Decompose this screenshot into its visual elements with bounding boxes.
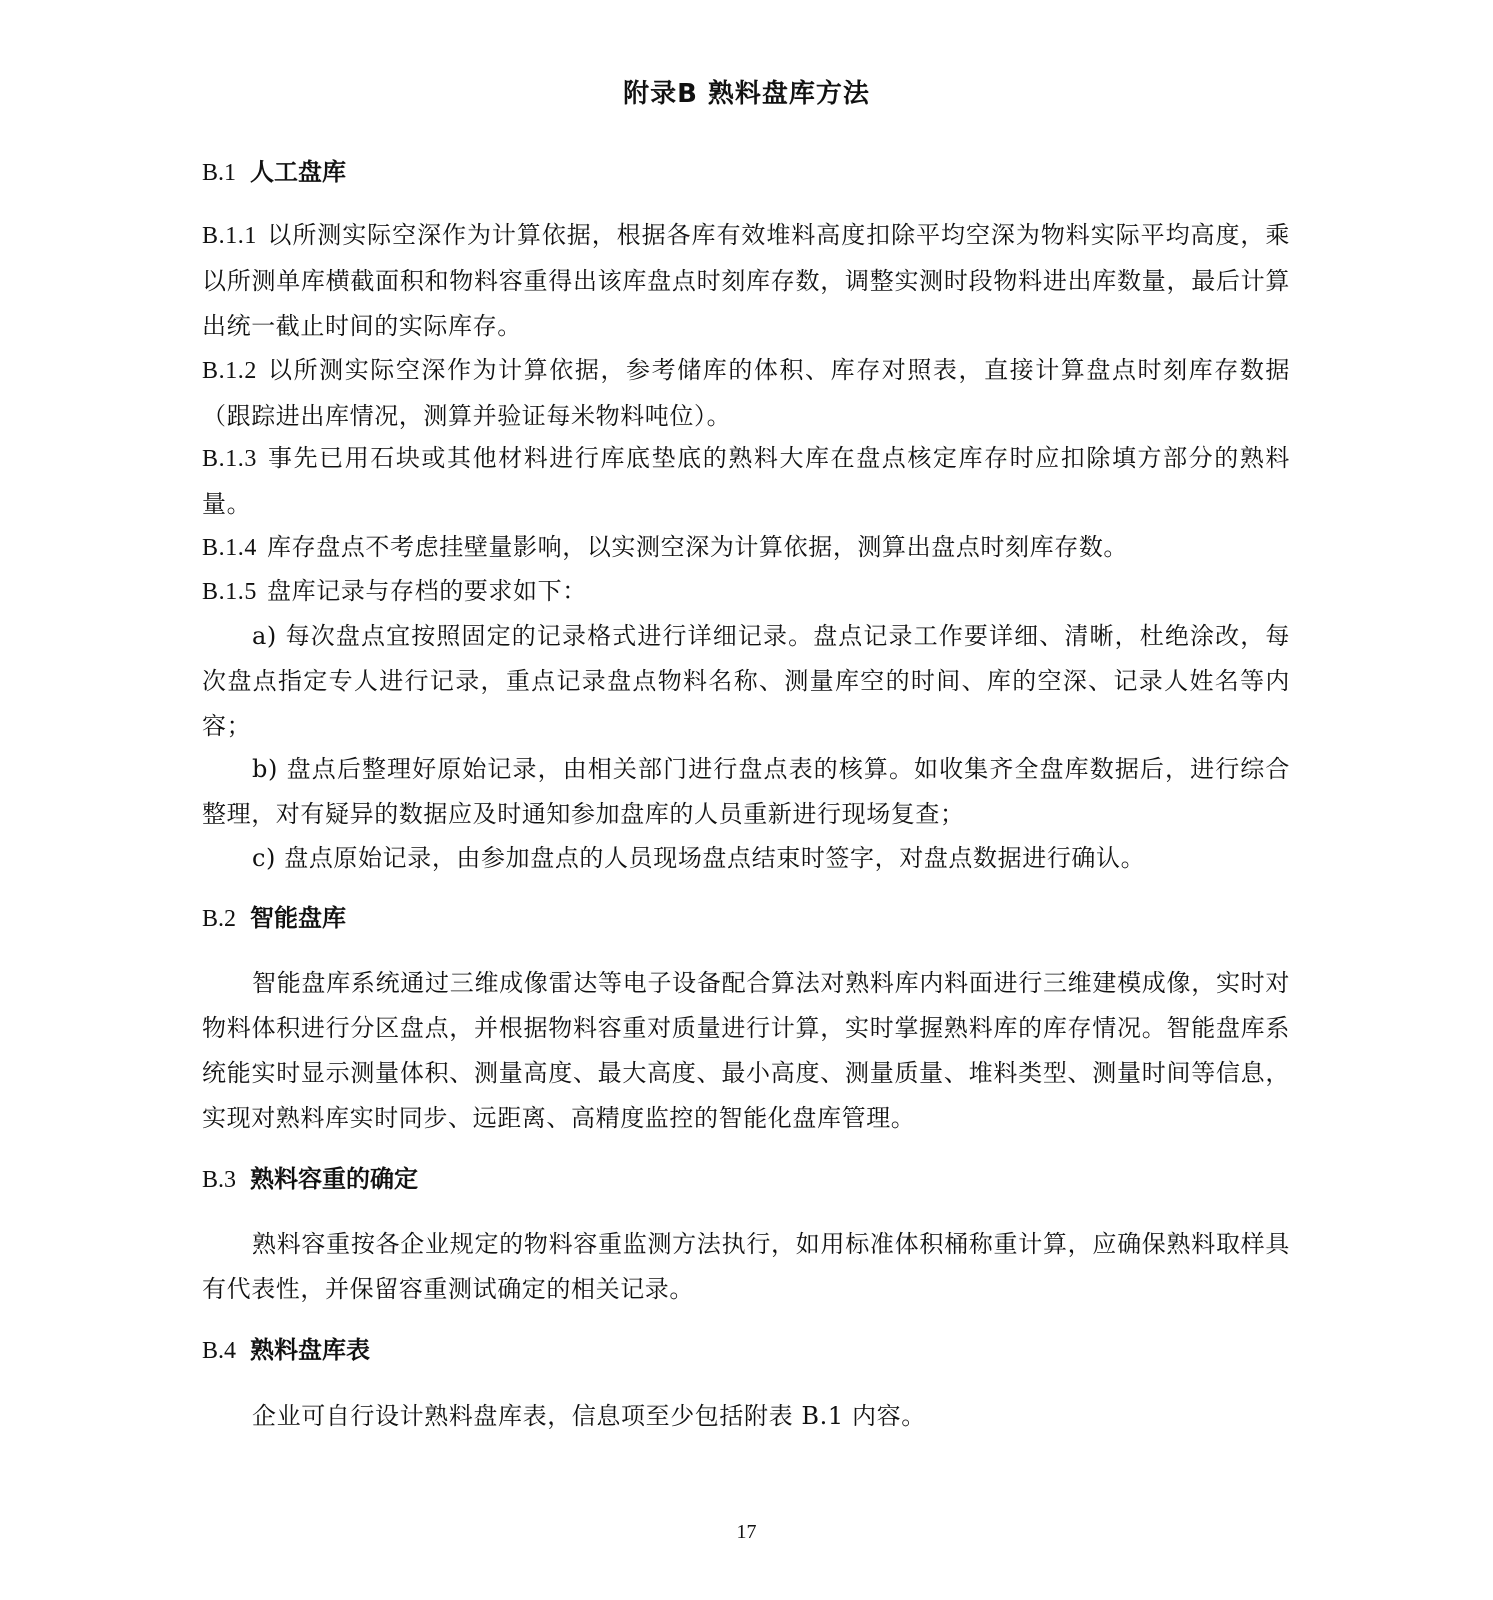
section-title: 智能盘库 — [250, 904, 347, 932]
section-heading-b4 — [202, 1330, 370, 1371]
clause-number: B.1.1 — [202, 223, 258, 249]
appendix-title: 附录B 熟料盘库方法 — [623, 79, 870, 109]
clause-number: B.1.4 — [202, 535, 258, 561]
list-item-a: a) 每次盘点宜按照固定的记录格式进行详细记录。盘点记录工作要详细、清晰，杜绝涂改，每次盘点指定专人进行记录，重点记录盘点物料名称、测量库空的时间、库的空深、记录人姓名等内容； — [202, 622, 1290, 740]
section-heading-b3 — [202, 1159, 418, 1200]
section-title: 熟料容重的确定 — [250, 1165, 419, 1193]
section-heading-b1 — [202, 152, 346, 193]
paragraph-b4: 企业可自行设计熟料盘库表，信息项至少包括附表 B.1 内容。 — [252, 1402, 926, 1430]
clause-number: B.1.2 — [202, 358, 258, 384]
page-number: 17 — [736, 1521, 757, 1543]
list-item-c: c) 盘点原始记录，由参加盘点的人员现场盘点结束时签字，对盘点数据进行确认。 — [252, 844, 1146, 872]
list-item-b: b) 盘点后整理好原始记录，由相关部门进行盘点表的核算。如收集齐全盘库数据后，进行综合整理，对有疑异的数据应及时通知参加盘库的人员重新进行现场复查； — [202, 755, 1290, 828]
clause-text: 以所测实际空深作为计算依据，参考储库的体积、库存对照表，直接计算盘点时刻库存数据（跟踪进出库情况，测算并验证每米物料吨位）。 — [202, 356, 1290, 430]
clause-text: 事先已用石块或其他材料进行库底垫底的熟料大库在盘点核定库存时应扣除填方部分的熟料量。 — [202, 444, 1290, 518]
paragraph-b2: 智能盘库系统通过三维成像雷达等电子设备配合算法对熟料库内料面进行三维建模成像，实时对物料体积进行分区盘点，并根据物料容重对质量进行计算，实时掌握熟料库的库存情况。智能盘库系统能实时显示测量体积、测量高度、最大高度、最小高度、测量质量、堆料类型、测量时间等信息，实现对熟料库实时同步、远距离、高精度监控的智能化盘库管理。 — [202, 969, 1290, 1132]
section-title: 熟料盘库表 — [250, 1336, 371, 1364]
section-number: B.1 — [202, 160, 237, 186]
clause-b1-1 — [202, 213, 1290, 349]
clause-b1-5 — [202, 569, 1290, 615]
clause-number: B.1.5 — [202, 579, 258, 605]
clause-text: 盘库记录与存档的要求如下： — [267, 577, 587, 605]
clause-b1-4 — [202, 525, 1290, 571]
clause-text: 以所测实际空深作为计算依据，根据各库有效堆料高度扣除平均空深为物料实际平均高度，乘以所测单库横截面积和物料容重得出该库盘点时刻库存数，调整实测时段物料进出库数量，最后计算出统一截止时间的实际库存。 — [202, 221, 1290, 340]
section-number: B.4 — [202, 1338, 237, 1364]
clause-text: 库存盘点不考虑挂壁量影响，以实测空深为计算依据，测算出盘点时刻库存数。 — [267, 533, 1129, 561]
clause-b1-2 — [202, 348, 1290, 439]
section-number: B.2 — [202, 906, 237, 932]
section-number: B.3 — [202, 1167, 237, 1193]
clause-b1-3 — [202, 436, 1290, 527]
section-heading-b2 — [202, 898, 346, 939]
clause-number: B.1.3 — [202, 446, 258, 472]
paragraph-b3: 熟料容重按各企业规定的物料容重监测方法执行，如用标准体积桶称重计算，应确保熟料取样具有代表性，并保留容重测试确定的相关记录。 — [202, 1230, 1290, 1303]
section-title: 人工盘库 — [250, 158, 347, 186]
